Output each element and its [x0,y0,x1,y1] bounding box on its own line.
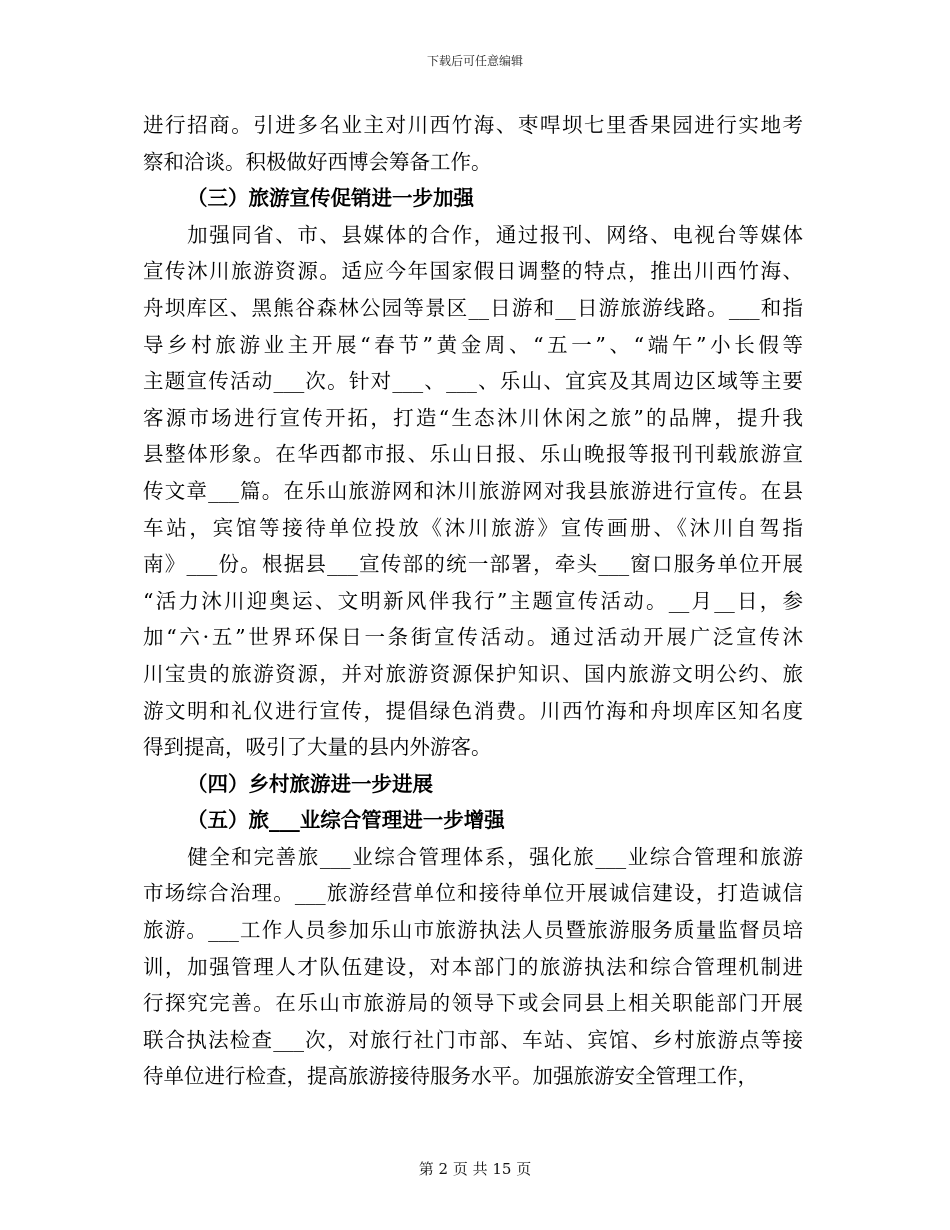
paragraph-line: 联合执法检查___次，对旅行社门市部、车站、宾馆、乡村旅游点等接 [143,1027,803,1052]
paragraph-line: 导乡村旅游业主开展“春节”黄金周、“五一”、“端午”小长假等 [143,332,803,357]
paragraph-line: 察和洽谈。积极做好西博会筹备工作。 [143,149,492,174]
page-header: 下载后可任意编辑 [426,54,523,68]
paragraph-line: 车站，宾馆等接待单位投放《沐川旅游》宣传画册、《沐川自驾指 [143,515,803,540]
paragraph-line: 旅游。___工作人员参加乐山市旅游执法人员暨旅游服务质量监督员培 [143,918,803,943]
paragraph-line: 得到提高，吸引了大量的县内外游客。 [143,735,492,760]
document-body [143,107,803,1095]
paragraph-line: 加强同省、市、县媒体的合作，通过报刊、网络、电视台等媒体 [143,222,803,247]
paragraph-line: 县整体形象。在华西都市报、乐山日报、乐山晚报等报刊刊载旅游宣 [143,442,803,467]
paragraph-line: 南》___份。根据县___宣传部的统一部署，牵头___窗口服务单位开展 [143,552,803,577]
paragraph-line: 主题宣传活动___次。针对___、___、乐山、宜宾及其周边区域等主要 [143,369,803,394]
paragraph-line: 加“六·五”世界环保日一条街宣传活动。通过活动开展广泛宣传沐 [143,625,803,650]
paragraph-line: 训，加强管理人才队伍建设，对本部门的旅游执法和综合管理机制进 [143,954,803,979]
paragraph-line: 行探究完善。在乐山市旅游局的领导下或会同县上相关职能部门开展 [143,991,803,1016]
paragraph-line: “活力沐川迎奥运、文明新风伴我行”主题宣传活动。__月__日，参 [143,588,803,613]
paragraph-line: 游文明和礼仪进行宣传，提倡绿色消费。川西竹海和舟坝库区知名度 [143,698,803,723]
paragraph-line: 健全和完善旅___业综合管理体系，强化旅___业综合管理和旅游 [143,844,803,869]
paragraph-line: 传文章___篇。在乐山旅游网和沐川旅游网对我县旅游进行宣传。在县 [143,478,803,503]
section-heading: （四）乡村旅游进一步进展 [187,771,433,796]
paragraph-line: 川宝贵的旅游资源，并对旅游资源保护知识、国内旅游文明公约、旅 [143,661,803,686]
page-footer: 第 2 页 共 15 页 [418,1160,532,1178]
section-heading: （五）旅___业综合管理进一步增强 [187,808,505,833]
paragraph-line: 客源市场进行宣传开拓，打造“生态沐川休闲之旅”的品牌，提升我 [143,405,803,430]
paragraph-line: 宣传沐川旅游资源。适应今年国家假日调整的特点，推出川西竹海、 [143,259,803,284]
paragraph-line: 市场综合治理。___旅游经营单位和接待单位开展诚信建设，打造诚信 [143,881,803,906]
paragraph-line: 舟坝库区、黑熊谷森林公园等景区__日游和__日游旅游线路。___和指 [143,295,803,320]
section-heading: （三）旅游宣传促销进一步加强 [187,186,474,211]
paragraph-line: 进行招商。引进多名业主对川西竹海、枣哻坝七里香果园进行实地考 [143,113,803,137]
paragraph-line: 待单位进行检查，提高旅游接待服务水平。加强旅游安全管理工作， [143,1064,758,1089]
